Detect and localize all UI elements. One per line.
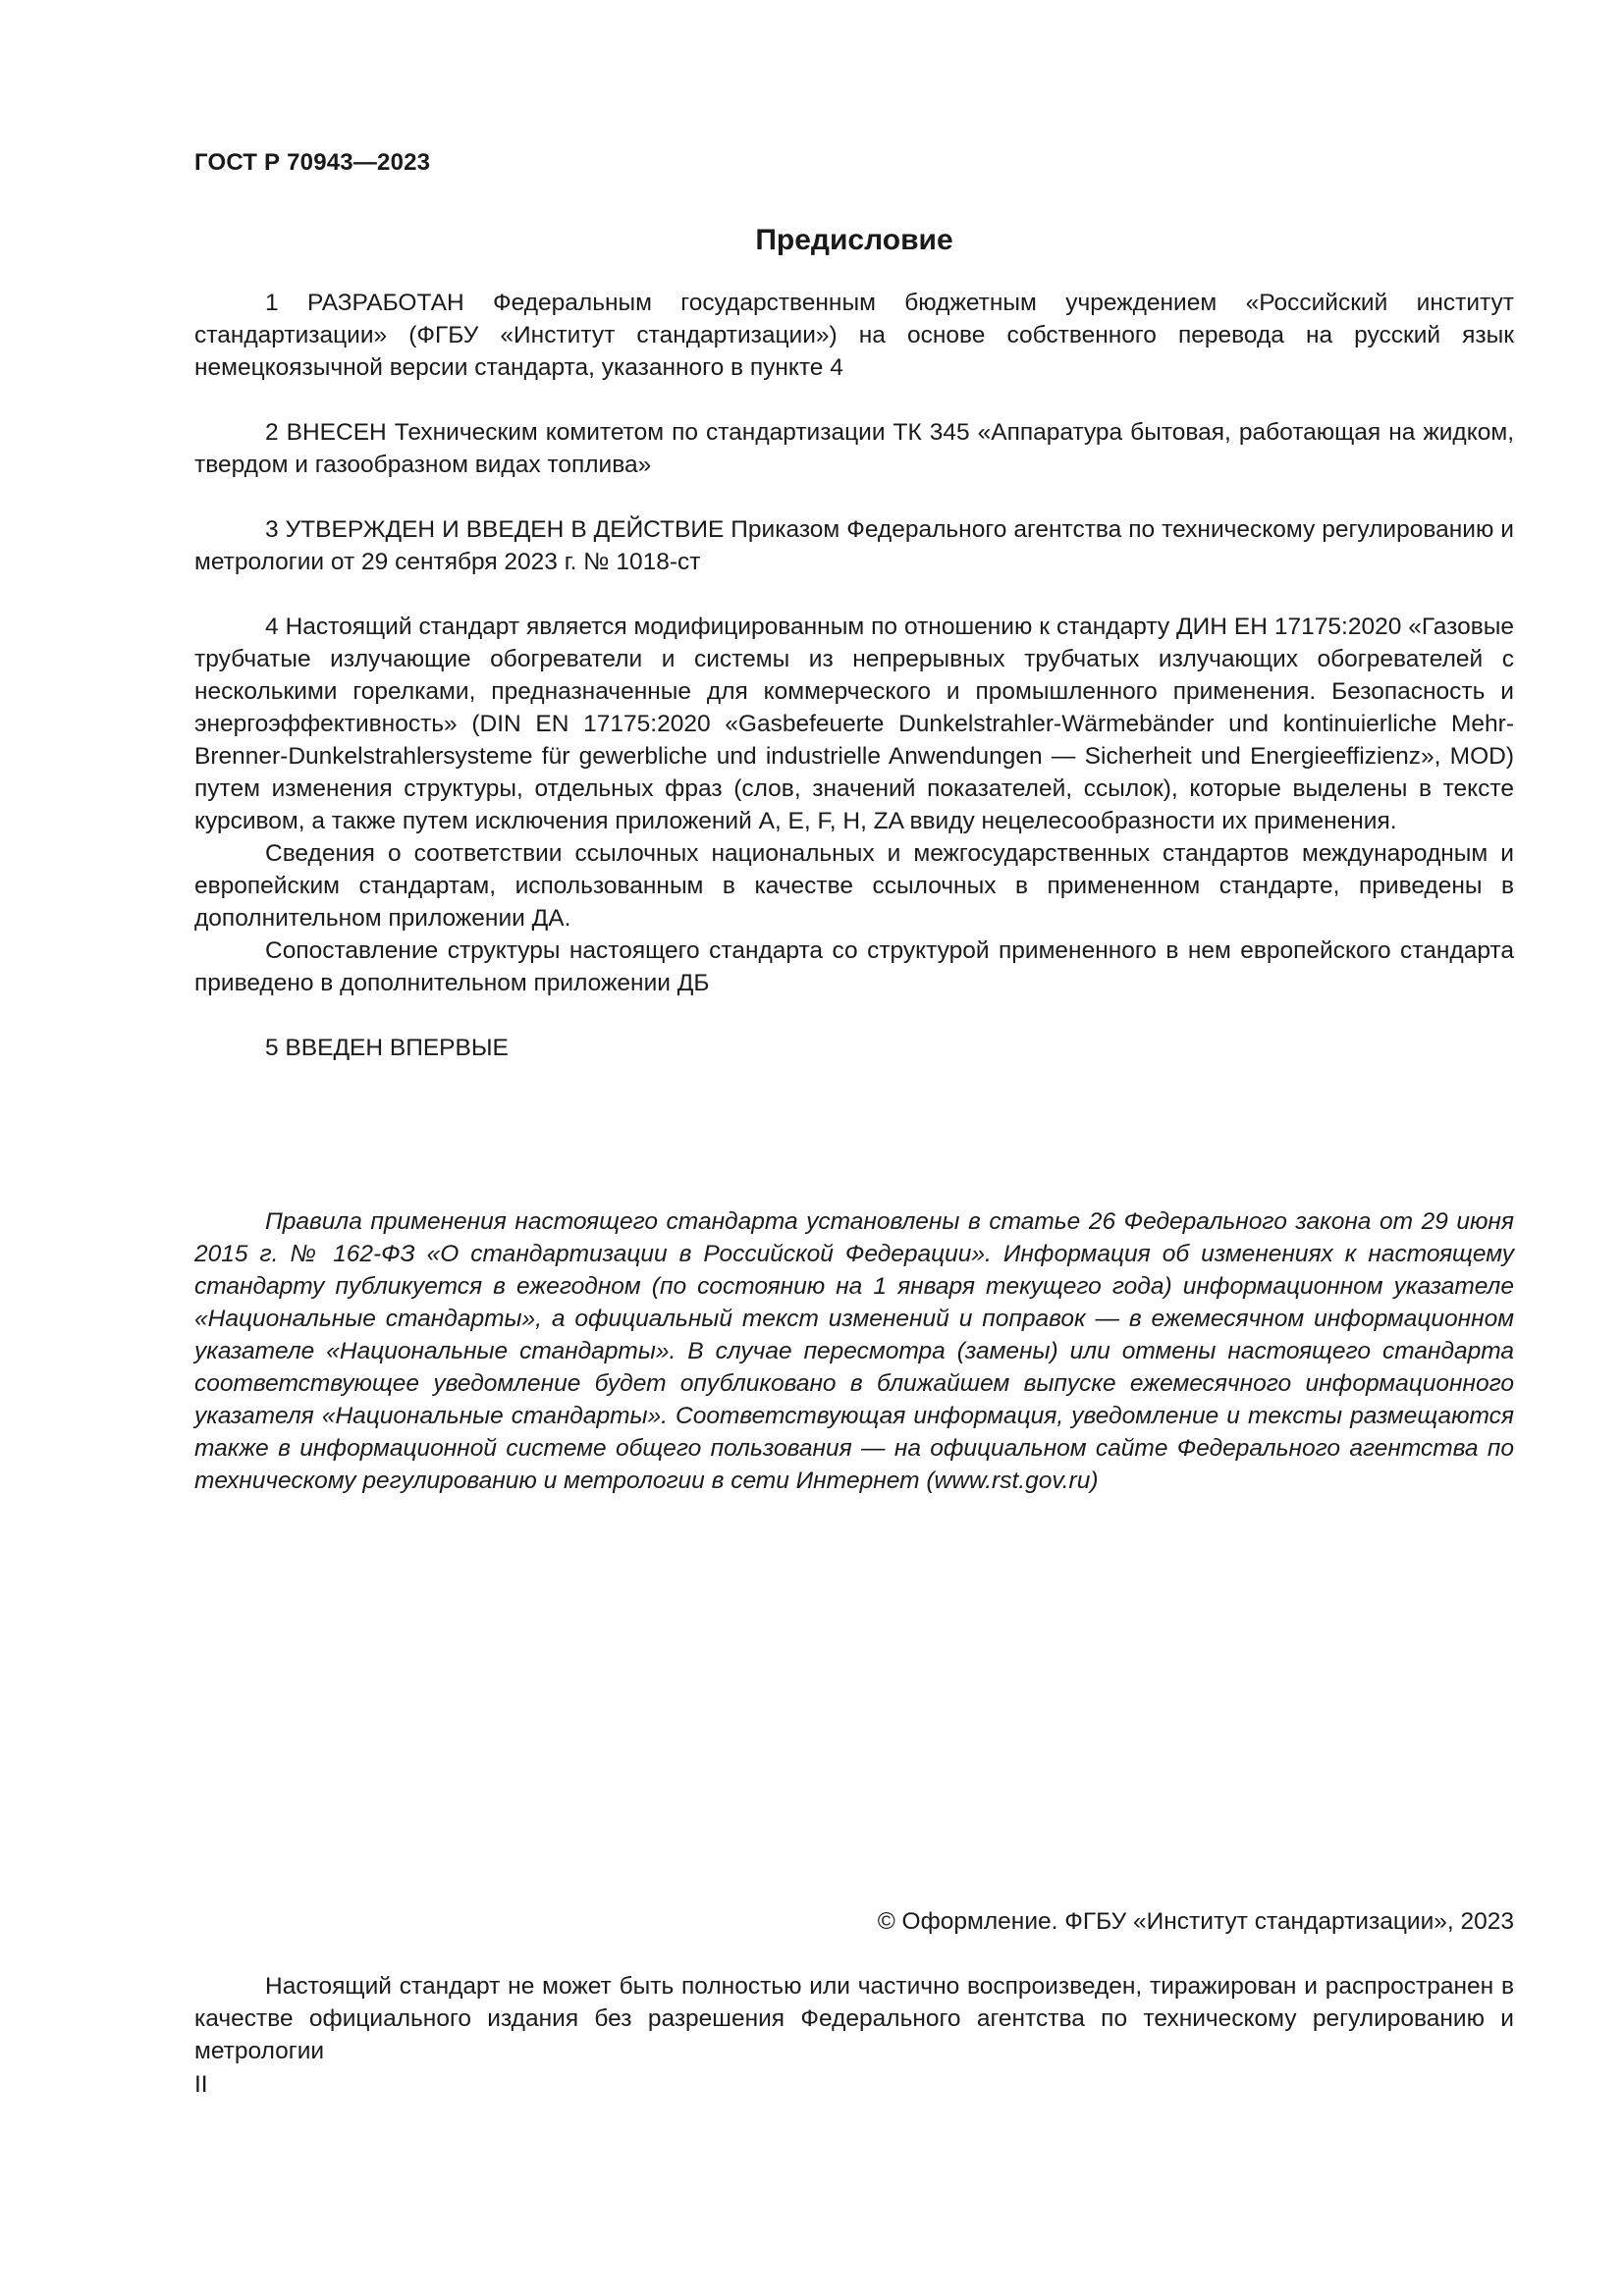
foreword-item-3: 3 УТВЕРЖДЕН И ВВЕДЕН В ДЕЙСТВИЕ Приказом Федерального агентства по техническому регулированию и метрологии от 29 сентября 2023 г. № 1018-ст	[194, 516, 1514, 575]
foreword-item-5: 5 ВВЕДЕН ВПЕРВЫЕ	[265, 1035, 509, 1061]
foreword-item-1: 1 РАЗРАБОТАН Федеральным государственным бюджетным учреждением «Российский институт стандартизации» (ФГБУ «Институт стандартизации») на основе собственного перевода на русский язык немецкоязычной версии стандарта, указанного в пункте 4	[194, 290, 1514, 381]
page-number: II	[194, 2071, 208, 2098]
document-code-header: ГОСТ Р 70943—2023	[194, 149, 431, 176]
application-rules-notice: Правила применения настоящего стандарта установлены в статье 26 Федерального закона от 29 июня 2015 г. № 162-ФЗ «О стандартизации в Российской Федерации». Информация об изменениях к настоящему стандарту публикуется в ежегодном (по состоянию на 1 января текущего года) информационном указателе «Национальные стандарты», а официальный текст изменений и поправок — в ежемесячном информационном указателе «Национальные стандарты». В случае пересмотра (замены) или отмены настоящего стандарта соответствующее уведомление будет опубликовано в ближайшем выпуске ежемесячного информационного указателя «Национальные стандарты». Соответствующая информация, уведомление и тексты размещаются также в информационной системе общего пользования — на официальном сайте Федерального агентства по техническому регулированию и метрологии в сети Интернет (www.rst.gov.ru)	[194, 1208, 1514, 1494]
copyright-line: © Оформление. ФГБУ «Институт стандартизации», 2023	[877, 1908, 1514, 1935]
foreword-item-4-structure: Сопоставление структуры настоящего стандарта со структурой примененного в нем европейского стандарта приведено в дополнительном приложении ДБ	[194, 937, 1514, 996]
foreword-item-2: 2 ВНЕСЕН Техническим комитетом по стандартизации ТК 345 «Аппаратура бытовая, работающая на жидком, твердом и газообразном видах топлива»	[194, 419, 1514, 478]
reproduction-notice: Настоящий стандарт не может быть полностью или частично воспроизведен, тиражирован и распространен в качестве официального издания без разрешения Федерального агентства по техническому регулированию и метрологии	[194, 1973, 1514, 2064]
foreword-item-4-references: Сведения о соответствии ссылочных национальных и межгосударственных стандартов международным и европейским стандартам, использованным в качестве ссылочных в примененном стандарте, приведены в дополнительном приложении ДА.	[194, 840, 1514, 932]
foreword-item-4: 4 Настоящий стандарт является модифицированным по отношению к стандарту ДИН ЕН 17175:2020 «Газовые трубчатые излучающие обогреватели и системы из непрерывных трубчатых излучающих обогревателей с несколькими горелками, предназначенные для коммерческого и промышленного применения. Безопасность и энергоэффективность» (DIN EN 17175:2020 «Gasbefeuerte Dunkelstrahler-Wärmebänder und kontinuierliche Mehr-Brenner-Dunkelstrahlersysteme für gewerbliche und industrielle Anwendungen — Sicherheit und Energieeffizienz», MOD) путем изменения структуры, отдельных фраз (слов, значений показателей, ссылок), которые выделены в тексте курсивом, а также путем исключения приложений A, E, F, H, ZA ввиду нецелесообразности их применения.	[194, 614, 1514, 834]
page-title: Предисловие	[755, 224, 953, 256]
foreword-body	[194, 287, 1514, 1064]
